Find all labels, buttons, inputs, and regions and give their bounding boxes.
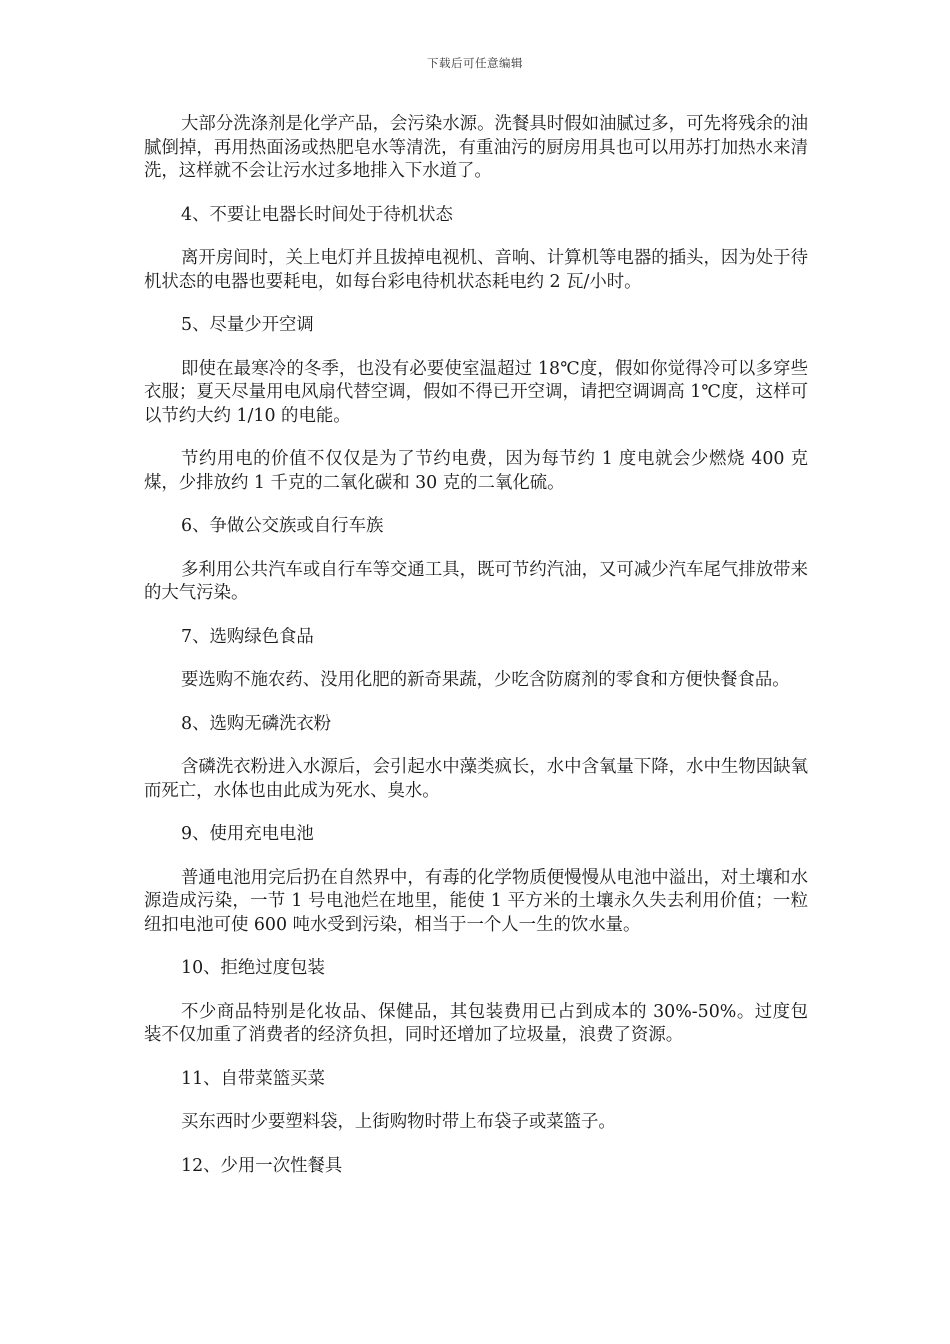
heading-rechargeable-battery: 9、使用充电电池	[181, 824, 314, 844]
heading-public-transport: 6、争做公交族或自行车族	[181, 516, 384, 536]
paragraph-electricity-value: 节约用电的价值不仅仅是为了节约电费，因为每节约 1 度电就会少燃烧 400 克煤，少排放约 1 千克的二氧化碳和 30 克的二氧化硫。	[144, 449, 808, 493]
paragraph-green-food: 要选购不施农药、没用化肥的新奇果蔬，少吃含防腐剂的零食和方便快餐食品。	[181, 670, 790, 690]
document-body	[144, 113, 808, 1198]
page-header: 下载后可任意编辑	[427, 56, 523, 70]
paragraph-air-conditioner: 即使在最寒冷的冬季，也没有必要使室温超过 18℃度，假如你觉得冷可以多穿些衣服；夏天尽量用电风扇代替空调，假如不得已开空调，请把空调调高 1℃度，这样可以节约大约 1/10 的电能。	[144, 358, 808, 426]
paragraph-detergent: 大部分洗涤剂是化学产品，会污染水源。洗餐具时假如油腻过多，可先将残余的油腻倒掉，再用热面汤或热肥皂水等清洗，有重油污的厨房用具也可以用苏打加热水来清洗，这样就不会让污水过多地排入下水道了。	[144, 114, 808, 181]
heading-disposable-tableware: 12、少用一次性餐具	[181, 1155, 343, 1176]
paragraph-rechargeable-battery: 普通电池用完后扔在自然界中，有毒的化学物质便慢慢从电池中溢出，对土壤和水源造成污染，一节 1 号电池烂在地里，能使 1 平方米的土壤永久失去利用价值；一粒纽扣电池可使 600 吨水受到污染，相当于一个人一生的饮水量。	[144, 867, 808, 935]
heading-standby: 4、不要让电器长时间处于待机状态	[181, 204, 453, 225]
paragraph-packaging: 不少商品特别是化妆品、保健品，其包装费用已占到成本的 30%-50%。过度包装不仅加重了消费者的经济负担，同时还增加了垃圾量，浪费了资源。	[144, 1001, 808, 1045]
paragraph-standby: 离开房间时，关上电灯并且拔掉电视机、音响、计算机等电器的插头，因为处于待机状态的电器也要耗电，如每台彩电待机状态耗电约 2 瓦/小时。	[144, 248, 808, 292]
paragraph-shopping-basket: 买东西时少要塑料袋，上街购物时带上布袋子或菜篮子。	[181, 1112, 616, 1132]
paragraph-phosphate-free: 含磷洗衣粉进入水源后，会引起水中藻类疯长，水中含氧量下降，水中生物因缺氧而死亡，水体也由此成为死水、臭水。	[144, 757, 808, 801]
heading-green-food: 7、选购绿色食品	[181, 626, 314, 647]
heading-packaging: 10、拒绝过度包装	[181, 958, 325, 978]
paragraph-public-transport: 多利用公共汽车或自行车等交通工具，既可节约汽油，又可减少汽车尾气排放带来的大气污染。	[144, 559, 808, 603]
heading-shopping-basket: 11、自带菜篮买菜	[181, 1068, 325, 1089]
heading-phosphate-free: 8、选购无磷洗衣粉	[181, 713, 332, 734]
heading-air-conditioner: 5、尽量少开空调	[181, 315, 314, 335]
